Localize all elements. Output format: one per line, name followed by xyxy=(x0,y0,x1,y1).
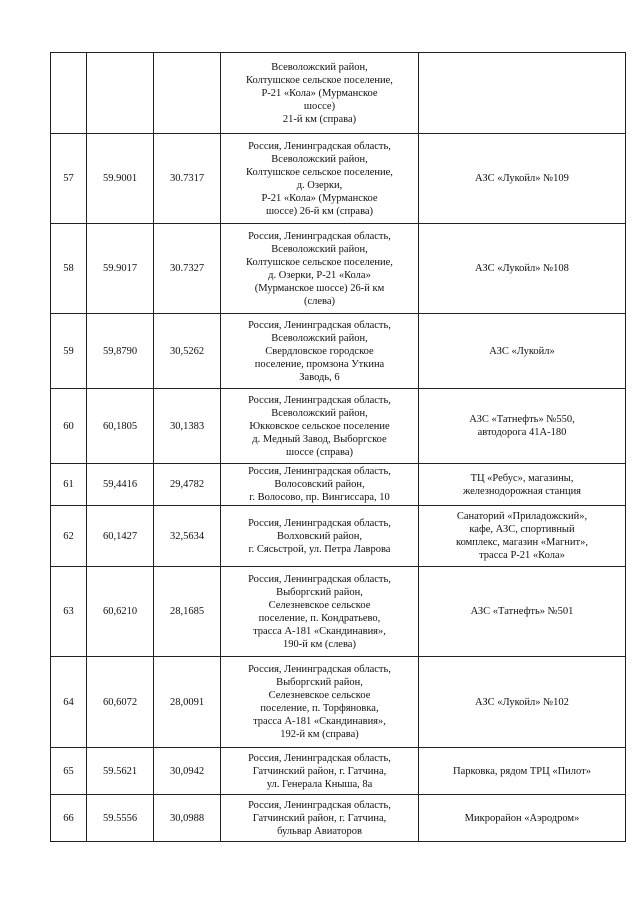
latitude-cell: 60,1427 xyxy=(87,506,154,567)
longitude-cell: 30.7317 xyxy=(154,134,221,224)
object-name-line: АЗС «Татнефть» №501 xyxy=(470,606,574,617)
object-name-line: АЗС «Лукойл» №102 xyxy=(475,696,569,708)
address-line: Юкковское сельское поселение xyxy=(249,420,390,432)
table-row xyxy=(51,224,626,314)
address-line: Гатчинский район, г. Гатчина, xyxy=(252,812,387,824)
object-name-line: ТЦ «Ребус», магазины, xyxy=(470,472,574,484)
address-line: (слева) xyxy=(303,295,336,307)
object-name-cell xyxy=(419,464,626,506)
object-name-line: Парковка, рядом ТРЦ «Пилот» xyxy=(453,765,591,777)
address-line: г. Сясьстрой, ул. Петра Лаврова xyxy=(248,543,391,555)
latitude-cell: 59.9017 xyxy=(87,224,154,314)
object-name-line: АЗС «Лукойл» №108 xyxy=(475,263,569,274)
address-line: Россия, Ленинградская область, xyxy=(248,517,391,529)
address-line: шоссе) xyxy=(303,100,336,112)
table-row xyxy=(51,464,626,506)
address-cell xyxy=(221,314,419,389)
address-line: Россия, Ленинградская область, xyxy=(248,319,391,331)
object-name-line: АЗС «Лукойл» xyxy=(489,345,555,357)
table-row xyxy=(51,389,626,464)
address-cell xyxy=(221,506,419,567)
row-number-cell: 64 xyxy=(51,657,87,748)
address-line: Россия, Ленинградская область, xyxy=(248,394,391,406)
address-line: трасса А-181 «Скандинавия», xyxy=(253,716,386,727)
row-number-cell: 59 xyxy=(51,314,87,389)
latitude-cell: 59.9001 xyxy=(87,134,154,224)
object-name-line: трасса Р-21 «Кола» xyxy=(479,550,565,561)
address-cell xyxy=(221,567,419,657)
address-line: (Мурманское шоссе) 26-й км xyxy=(254,282,385,294)
address-line: 21-й км (справа) xyxy=(282,113,357,125)
longitude-cell: 28,0091 xyxy=(154,657,221,748)
table-row xyxy=(51,506,626,567)
longitude-cell: 32,5634 xyxy=(154,506,221,567)
table-row xyxy=(51,314,626,389)
latitude-cell: 60,6072 xyxy=(87,657,154,748)
address-line: д. Озерки, Р-21 «Кола» xyxy=(268,269,371,281)
object-name-cell xyxy=(419,224,626,314)
latitude-cell: 59.5621 xyxy=(87,748,154,795)
object-name-cell xyxy=(419,795,626,842)
address-cell xyxy=(221,464,419,506)
address-line: Россия, Ленинградская область, xyxy=(248,230,391,242)
address-line: поселение, п. Кондратьево, xyxy=(258,612,381,624)
row-number-cell xyxy=(51,53,87,134)
address-line: Россия, Ленинградская область, xyxy=(248,799,391,811)
row-number-cell: 57 xyxy=(51,134,87,224)
address-line: Россия, Ленинградская область, xyxy=(248,752,391,764)
object-name-cell xyxy=(419,567,626,657)
address-line: г. Волосово, пр. Вингиссара, 10 xyxy=(249,492,390,503)
latitude-cell: 60,6210 xyxy=(87,567,154,657)
object-name-cell xyxy=(419,134,626,224)
address-line: Россия, Ленинградская область, xyxy=(248,466,391,477)
object-name-cell xyxy=(419,657,626,748)
table-row xyxy=(51,53,626,134)
address-line: бульвар Авиаторов xyxy=(277,825,362,837)
object-name-line: Санаторий «Приладожский», xyxy=(456,511,588,522)
table-row xyxy=(51,134,626,224)
object-name-line: железнодорожная станция xyxy=(462,485,582,497)
address-line: шоссе) 26-й км (справа) xyxy=(265,205,374,217)
address-line: 190-й км (слева) xyxy=(283,638,356,650)
address-line: трасса А-181 «Скандинавия», xyxy=(253,625,386,637)
address-line: Гатчинский район, г. Гатчина, xyxy=(252,765,387,777)
longitude-cell: 30,0942 xyxy=(154,748,221,795)
latitude-cell: 59,8790 xyxy=(87,314,154,389)
row-number-cell: 65 xyxy=(51,748,87,795)
table-row xyxy=(51,795,626,842)
address-line: Р-21 «Кола» (Мурманское xyxy=(261,192,378,204)
object-name-line: кафе, АЗС, спортивный xyxy=(469,524,575,535)
address-line: д. Медный Завод, Выборгское xyxy=(252,433,387,445)
address-line: Колтушское сельское поселение, xyxy=(246,256,393,268)
longitude-cell xyxy=(154,53,221,134)
address-line: д. Озерки, xyxy=(296,179,343,191)
address-line: Выборгский район, xyxy=(276,586,363,598)
object-name-line: Микрорайон «Аэродром» xyxy=(464,812,580,824)
latitude-cell: 60,1805 xyxy=(87,389,154,464)
latitude-cell: 59.5556 xyxy=(87,795,154,842)
object-name-cell xyxy=(419,53,626,134)
locations-table xyxy=(50,52,626,842)
table-row xyxy=(51,567,626,657)
address-line: Всеволожский район, xyxy=(271,332,368,344)
address-cell xyxy=(221,389,419,464)
latitude-cell xyxy=(87,53,154,134)
object-name-line: АЗС «Лукойл» №109 xyxy=(475,173,569,184)
longitude-cell: 30.7327 xyxy=(154,224,221,314)
address-cell xyxy=(221,748,419,795)
address-line: Колтушское сельское поселение, xyxy=(246,166,393,178)
object-name-cell xyxy=(419,506,626,567)
address-line: Всеволожский район, xyxy=(271,153,368,165)
address-cell xyxy=(221,224,419,314)
address-cell xyxy=(221,795,419,842)
address-line: Заводь, 6 xyxy=(299,371,340,383)
address-line: Россия, Ленинградская область, xyxy=(248,573,391,585)
address-cell xyxy=(221,657,419,748)
row-number-cell: 60 xyxy=(51,389,87,464)
longitude-cell: 30,0988 xyxy=(154,795,221,842)
longitude-cell: 30,5262 xyxy=(154,314,221,389)
address-line: Россия, Ленинградская область, xyxy=(248,664,391,675)
address-line: Всеволожский район, xyxy=(271,243,368,255)
row-number-cell: 58 xyxy=(51,224,87,314)
address-cell xyxy=(221,134,419,224)
address-line: Селезневское сельское xyxy=(268,690,371,701)
address-line: Россия, Ленинградская область, xyxy=(248,140,391,152)
address-line: поселение, промзона Уткина xyxy=(254,358,385,370)
row-number-cell: 61 xyxy=(51,464,87,506)
object-name-line: АЗС «Татнефть» №550, xyxy=(469,414,575,425)
latitude-cell: 59,4416 xyxy=(87,464,154,506)
address-line: Всеволожский район, xyxy=(271,61,368,73)
address-line: Р-21 «Кола» (Мурманское xyxy=(261,87,378,99)
object-name-cell xyxy=(419,748,626,795)
row-number-cell: 66 xyxy=(51,795,87,842)
object-name-cell xyxy=(419,314,626,389)
object-name-line: автодорога 41А-180 xyxy=(477,427,567,438)
longitude-cell: 29,4782 xyxy=(154,464,221,506)
address-cell xyxy=(221,53,419,134)
address-line: Свердловское городское xyxy=(265,345,374,357)
address-line: ул. Генерала Кныша, 8а xyxy=(266,778,373,790)
address-line: Выборгский район, xyxy=(276,677,363,688)
table-row xyxy=(51,748,626,795)
table-row xyxy=(51,657,626,748)
row-number-cell: 63 xyxy=(51,567,87,657)
row-number-cell: 62 xyxy=(51,506,87,567)
address-line: Колтушское сельское поселение, xyxy=(246,74,393,86)
longitude-cell: 30,1383 xyxy=(154,389,221,464)
address-line: Волосовский район, xyxy=(274,479,365,490)
table-body xyxy=(51,53,626,842)
object-name-cell xyxy=(419,389,626,464)
object-name-line: комплекс, магазин «Магнит», xyxy=(456,537,588,548)
address-line: 192-й км (справа) xyxy=(280,729,359,740)
address-line: поселение, п. Торфяновка, xyxy=(260,703,379,714)
longitude-cell: 28,1685 xyxy=(154,567,221,657)
address-line: шоссе (справа) xyxy=(286,446,353,458)
address-line: Селезневское сельское xyxy=(268,599,371,611)
address-line: Волховский район, xyxy=(277,530,362,542)
address-line: Всеволожский район, xyxy=(271,407,368,419)
